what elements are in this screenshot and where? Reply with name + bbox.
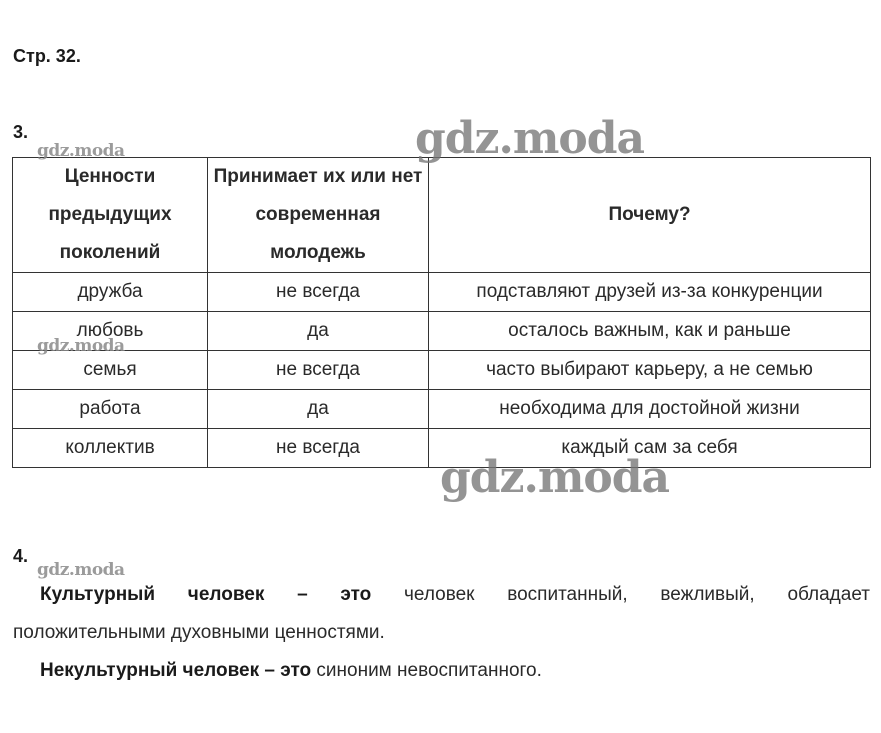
values-table: [12, 157, 871, 468]
watermark-logo: gdz.moda: [37, 141, 125, 161]
page-label: Стр. 32.: [13, 46, 81, 66]
cell-value: семья: [13, 351, 208, 390]
table-header-row: [13, 158, 871, 273]
definition-word: вежливый,: [660, 584, 755, 605]
term-cultured: Культурный человек – это: [40, 584, 372, 605]
cell-accepted: да: [208, 390, 429, 429]
definition-cultured-cont: положительными духовными ценностями.: [13, 622, 385, 643]
task4-number: 4.: [13, 546, 29, 566]
definition-cultured: [40, 576, 870, 614]
header-why: Почему?: [429, 158, 871, 273]
cell-value: коллектив: [13, 429, 208, 468]
watermark-logo: gdz.moda: [415, 113, 645, 164]
cell-value: работа: [13, 390, 208, 429]
cell-reason: каждый сам за себя: [429, 429, 871, 468]
term-uncultured: Некультурный человек – это: [40, 660, 312, 681]
watermark-logo: gdz.moda: [37, 336, 125, 356]
definition-word: человек: [404, 584, 475, 605]
cell-value: дружба: [13, 273, 208, 312]
header-accepted: Принимает их или нет современная молодежь: [208, 158, 429, 273]
table-row: [13, 312, 871, 351]
definition-word: воспитанный,: [507, 584, 628, 605]
cell-accepted: не всегда: [208, 429, 429, 468]
definition-text: синоним невоспитанного.: [316, 660, 542, 681]
cell-value: любовь: [13, 312, 208, 351]
table-row: [13, 273, 871, 312]
cell-reason: осталось важным, как и раньше: [429, 312, 871, 351]
watermark-logo: gdz.moda: [440, 452, 670, 503]
header-values: Ценности предыдущих поколений: [13, 158, 208, 273]
task3-number: 3.: [13, 122, 29, 142]
definition-word: обладает: [787, 584, 870, 605]
cell-accepted: да: [208, 312, 429, 351]
definition-uncultured: [40, 652, 870, 690]
table-row: [13, 390, 871, 429]
watermark-logo: gdz.moda: [37, 560, 125, 580]
cell-reason: необходима для достойной жизни: [429, 390, 871, 429]
cell-accepted: не всегда: [208, 351, 429, 390]
cell-reason: подставляют друзей из-за конкуренции: [429, 273, 871, 312]
table-row: [13, 351, 871, 390]
cell-reason: часто выбирают карьеру, а не семью: [429, 351, 871, 390]
cell-accepted: не всегда: [208, 273, 429, 312]
